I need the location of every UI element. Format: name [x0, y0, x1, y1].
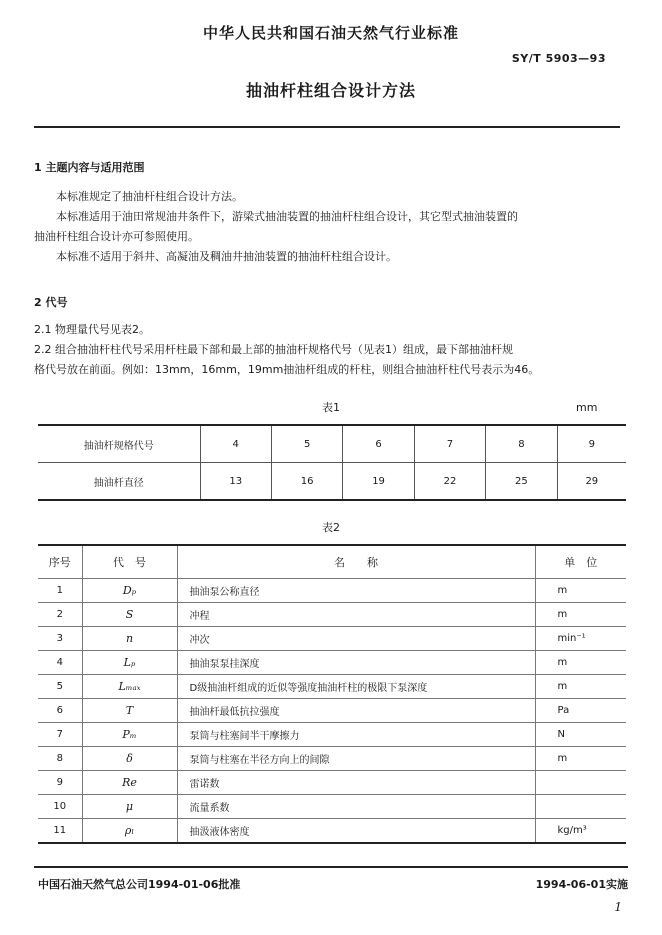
row-unit: min⁻¹: [535, 627, 626, 651]
row-no: 8: [38, 747, 82, 771]
row-name: 泵筒与柱塞间半干摩擦力: [177, 723, 535, 747]
row-no: 1: [38, 579, 82, 603]
table1: [38, 424, 626, 501]
row-unit: kg/m³: [535, 819, 626, 844]
table2-header-name: 名 称: [177, 545, 535, 579]
row-name: 抽油泵公称直径: [177, 579, 535, 603]
table-row: [38, 723, 626, 747]
row-unit: Pa: [535, 699, 626, 723]
table1-cell: 22: [414, 463, 485, 501]
document-title: 抽油杆柱组合设计方法: [245, 81, 416, 100]
row-name: 抽油杆最低抗拉强度: [177, 699, 535, 723]
row-name: 抽汲液体密度: [177, 819, 535, 844]
row-symbol: ρₗ: [82, 819, 177, 844]
row-symbol: S: [82, 603, 177, 627]
table1-cell: 6: [343, 425, 414, 463]
table1-cell: 8: [486, 425, 557, 463]
table-row: [38, 795, 626, 819]
table1-cell: 29: [557, 463, 626, 501]
table1-cell: 13: [200, 463, 271, 501]
table1-row-diameter: [38, 463, 626, 501]
table1-cell: 9: [557, 425, 626, 463]
table1-cell: 5: [271, 425, 342, 463]
table1-row-code: [38, 425, 626, 463]
row-unit: N: [535, 723, 626, 747]
row-symbol: Re: [82, 771, 177, 795]
section2-heading: 2 代号: [34, 296, 68, 309]
row-symbol: Pₘ: [82, 723, 177, 747]
table2-header-row: [38, 545, 626, 579]
row-symbol: Lₚ: [82, 651, 177, 675]
table-row: [38, 603, 626, 627]
table1-cell: 19: [343, 463, 414, 501]
row-unit: m: [535, 603, 626, 627]
section1-p3: 本标准不适用于斜井、高凝油及稠油井抽油装置的抽油杆柱组合设计。: [56, 250, 397, 263]
section1-body: [34, 187, 634, 267]
table2-header-no: 序号: [38, 545, 82, 579]
issuing-agency: 中华人民共和国石油天然气行业标准: [202, 24, 459, 42]
effective-line: 1994-06-01实施: [535, 878, 628, 891]
section2-body: [34, 320, 638, 380]
table1-row-diameter-label: 抽油杆直径: [38, 463, 200, 501]
row-unit: [535, 795, 626, 819]
table2-header-symbol: 代 号: [82, 545, 177, 579]
row-name: 抽油泵泵挂深度: [177, 651, 535, 675]
row-name: 泵筒与柱塞在半径方向上的间隙: [177, 747, 535, 771]
footer-divider: [34, 866, 628, 868]
section1-p2-line1: 本标准适用于油田常规油井条件下，游梁式抽油装置的抽油杆柱组合设计，其它型式抽油装置的: [56, 210, 518, 223]
section1-heading: 1 主题内容与适用范围: [34, 161, 145, 174]
table2-header-unit: 单 位: [535, 545, 626, 579]
row-symbol: Lₘₐₓ: [82, 675, 177, 699]
row-no: 4: [38, 651, 82, 675]
table-row: [38, 771, 626, 795]
standard-code: SY/T 5903—93: [511, 52, 606, 65]
row-symbol: μ: [82, 795, 177, 819]
row-no: 11: [38, 819, 82, 844]
row-name: D级抽油杆组成的近似等强度抽油杆柱的极限下泵深度: [177, 675, 535, 699]
table-row: [38, 627, 626, 651]
row-symbol: δ: [82, 747, 177, 771]
row-unit: m: [535, 651, 626, 675]
row-no: 7: [38, 723, 82, 747]
table-row: [38, 699, 626, 723]
section2-2-line2: 格代号放在前面。例如：13mm，16mm，19mm抽油杆组成的杆柱，则组合抽油杆柱代号表示为46。: [34, 363, 540, 376]
table2: [38, 544, 626, 844]
table-row: [38, 747, 626, 771]
table-row: [38, 819, 626, 844]
row-no: 9: [38, 771, 82, 795]
row-name: 流量系数: [177, 795, 535, 819]
row-unit: m: [535, 579, 626, 603]
row-no: 6: [38, 699, 82, 723]
table1-caption: 表1: [322, 401, 340, 414]
table-row: [38, 579, 626, 603]
row-no: 10: [38, 795, 82, 819]
table-row: [38, 675, 626, 699]
section1-p2-line2: 抽油杆柱组合设计亦可参照使用。: [34, 230, 199, 243]
title-divider: [34, 126, 620, 128]
approval-line: 中国石油天然气总公司1994-01-06批准: [38, 878, 241, 891]
table1-row-code-label: 抽油杆规格代号: [38, 425, 200, 463]
page-number: 1: [614, 900, 622, 914]
row-symbol: Dₚ: [82, 579, 177, 603]
row-unit: m: [535, 675, 626, 699]
row-no: 5: [38, 675, 82, 699]
table1-cell: 4: [200, 425, 271, 463]
row-unit: m: [535, 747, 626, 771]
row-name: 冲程: [177, 603, 535, 627]
table1-cell: 7: [414, 425, 485, 463]
section2-1: 2.1 物理量代号见表2。: [34, 323, 150, 336]
table1-unit: mm: [576, 401, 598, 414]
table-row: [38, 651, 626, 675]
row-name: 冲次: [177, 627, 535, 651]
row-name: 雷诺数: [177, 771, 535, 795]
table1-cell: 16: [271, 463, 342, 501]
table2-caption: 表2: [322, 521, 340, 534]
section1-p1: 本标准规定了抽油杆柱组合设计方法。: [56, 190, 243, 203]
row-no: 3: [38, 627, 82, 651]
section2-2-line1: 2.2 组合抽油杆柱代号采用杆柱最下部和最上部的抽油杆规格代号（见表1）组成，最下部抽油杆规: [34, 343, 513, 356]
table1-cell: 25: [486, 463, 557, 501]
row-unit: [535, 771, 626, 795]
row-no: 2: [38, 603, 82, 627]
row-symbol: T: [82, 699, 177, 723]
row-symbol: n: [82, 627, 177, 651]
